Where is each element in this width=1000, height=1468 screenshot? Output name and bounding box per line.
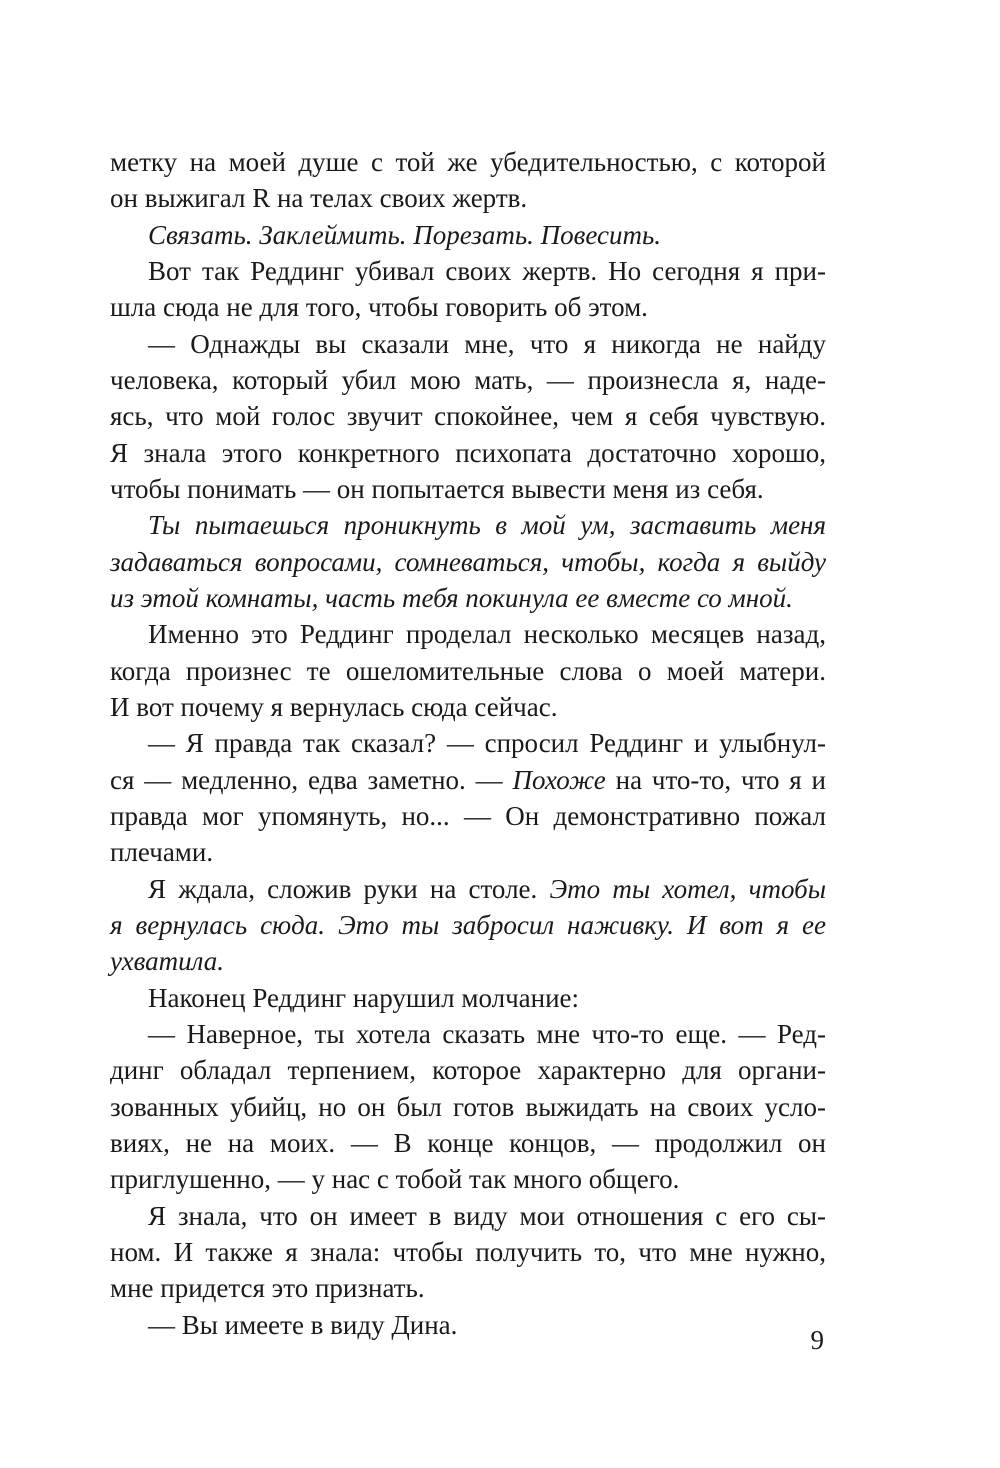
text-line: он выжигал R на телах своих жертв.	[110, 183, 528, 213]
text-line: Именно это Реддинг проделал несколько месяцев назад,	[148, 619, 826, 649]
text-line: динг обладал терпением, которое характерно для органи-	[110, 1055, 826, 1085]
text-line: человека, который убил мою мать, — произнесла я, наде-	[110, 365, 826, 395]
text-line: ясь, что мой голос звучит спокойнее, чем я себя чувствую.	[110, 401, 826, 431]
text-line: Ты пытаешься проникнуть в мой ум, заставить меня	[148, 510, 826, 540]
text-line: Я знала, что он имеет в виду мои отношения с его сы-	[148, 1201, 826, 1231]
text-line: я вернулась сюда. Это ты забросил наживку. И вот я ее	[110, 910, 826, 940]
text-line: приглушенно, — у нас с тобой так много общего.	[110, 1164, 680, 1194]
text-line: шла сюда не для того, чтобы говорить об этом.	[110, 292, 648, 322]
text-line: ном. И также я знала: чтобы получить то, что мне нужно,	[110, 1237, 826, 1267]
text-line: из этой комнаты, часть тебя покинула ее вместе со мной.	[110, 583, 793, 613]
text-line: виях, не на моих. — В конце концов, — продолжил он	[110, 1128, 826, 1158]
text-line: когда произнес те ошеломительные слова о моей матери.	[110, 656, 826, 686]
text-line: Связать. Заклеймить. Порезать. Повесить.	[148, 220, 662, 250]
text-line: И вот почему я вернулась сюда сейчас.	[110, 692, 558, 722]
page-number: 9	[810, 1325, 824, 1355]
text-line: зованных убийц, но он был готов выжидать на своих усло-	[110, 1092, 826, 1122]
text-line: задаваться вопросами, сомневаться, чтобы, когда я выйду	[110, 547, 826, 577]
text-line: правда мог упомянуть, но... — Он демонстративно пожал	[110, 801, 826, 831]
text-line: Вот так Реддинг убивал своих жертв. Но сегодня я при-	[148, 256, 826, 286]
text-line: мне придется это признать.	[110, 1273, 425, 1303]
text-line: — Я правда так сказал? — спросил Реддинг и улыбнул-	[148, 728, 826, 758]
text-line: чтобы понимать — он попытается вывести меня из себя.	[110, 474, 764, 504]
text-line: плечами.	[110, 837, 214, 867]
text-line: Наконец Реддинг нарушил молчание:	[148, 983, 580, 1013]
text-line: ухватила.	[110, 946, 224, 976]
text-line: — Вы имеете в виду Дина.	[148, 1310, 458, 1340]
text-line: — Наверное, ты хотела сказать мне что-то еще. — Ред-	[148, 1019, 826, 1049]
text-line: — Однажды вы сказали мне, что я никогда не найду	[148, 329, 826, 359]
text-line: Я ждала, сложив руки на столе. Это ты хотел, чтобы	[148, 874, 826, 904]
text-line: Я знала этого конкретного психопата достаточно хорошо,	[110, 438, 826, 468]
text-line: метку на моей душе с той же убедительностью, с которой	[110, 147, 826, 177]
text-line: ся — медленно, едва заметно. — Похоже на что-то, что я и	[110, 765, 827, 795]
